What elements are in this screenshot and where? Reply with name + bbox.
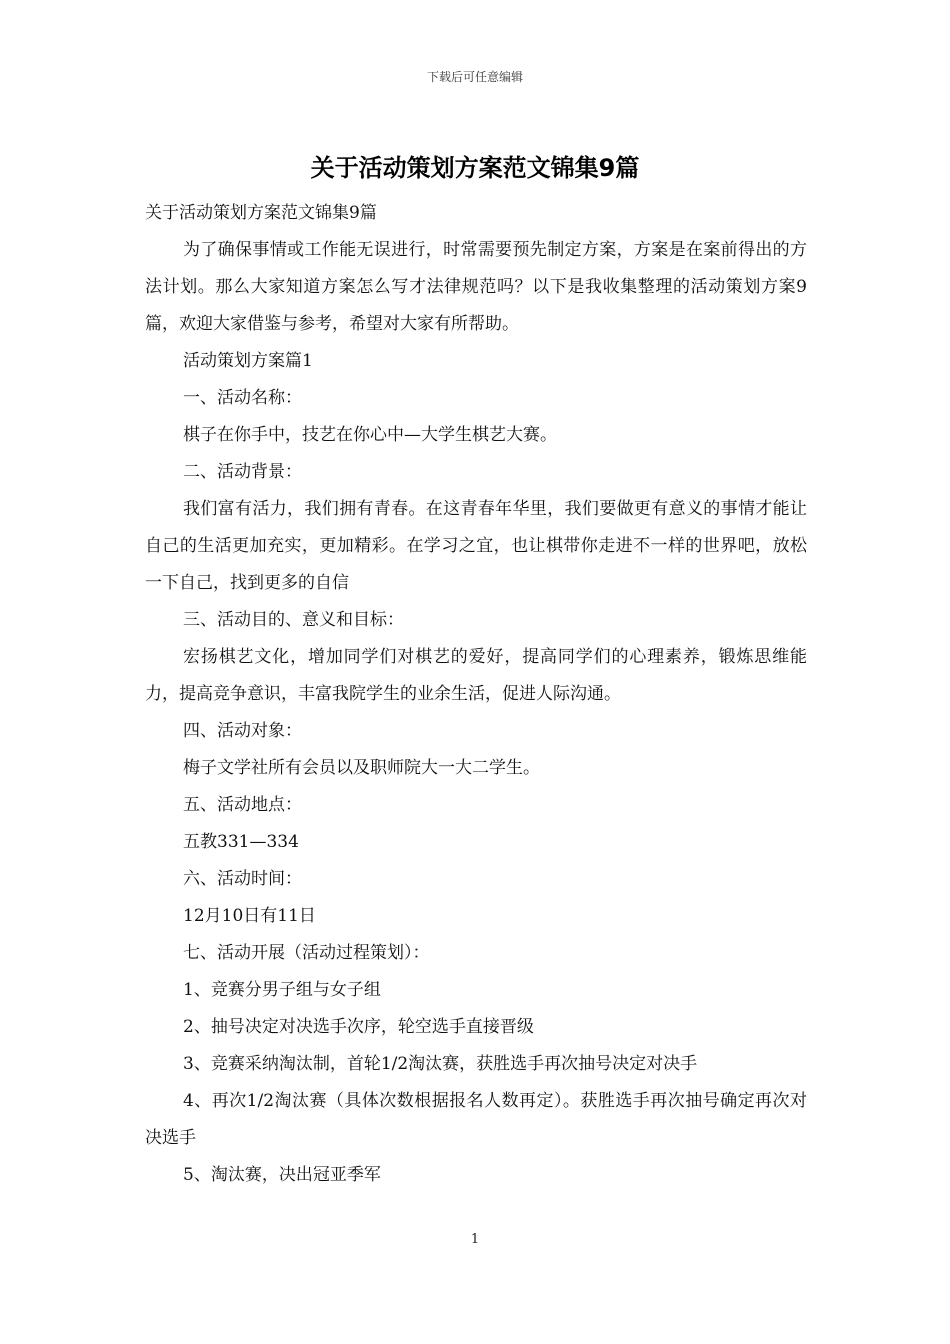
list-item-2: 2、抽号决定对决选手次序，轮空选手直接晋级 <box>183 1017 534 1037</box>
list-item-3: 3、竞赛采纳淘汰制，首轮1/2淘汰赛，获胜选手再次抽号决定对决手 <box>183 1054 698 1074</box>
heading-activity-location: 五、活动地点： <box>183 795 302 815</box>
paragraph-activity-name: 棋子在你手中，技艺在你心中—大学生棋艺大赛。 <box>183 425 557 445</box>
subtitle: 关于活动策划方案范文锦集9篇 <box>145 203 377 223</box>
header-note: 下载后可任意编辑 <box>426 70 523 84</box>
paragraph-activity-time: 12月10日有11日 <box>183 906 316 926</box>
document-title: 关于活动策划方案范文锦集9篇 <box>310 154 640 182</box>
heading-activity-process: 七、活动开展（活动过程策划）： <box>183 943 430 963</box>
list-item-4: 4、再次1/2淘汰赛（具体次数根据报名人数再定）。获胜选手再次抽号确定再次对决选手 <box>145 1091 807 1148</box>
paragraph-activity-target: 梅子文学社所有会员以及职师院大一大二学生。 <box>183 758 540 778</box>
paragraph-activity-location: 五教331—334 <box>183 832 299 852</box>
document-body <box>145 195 807 1194</box>
paragraph-activity-background: 我们富有活力，我们拥有青春。在这青春年华里，我们要做更有意义的事情才能让自己的生活更加充实，更加精彩。在学习之宜，也让棋带你走进不一样的世界吧，放松一下自己，找到更多的自信 <box>145 499 807 593</box>
heading-activity-time: 六、活动时间： <box>183 869 302 889</box>
heading-activity-purpose: 三、活动目的、意义和目标： <box>183 610 404 630</box>
list-item-1: 1、竞赛分男子组与女子组 <box>183 980 381 1000</box>
intro-paragraph: 为了确保事情或工作能无误进行，时常需要预先制定方案，方案是在案前得出的方法计划。那么大家知道方案怎么写才法律规范吗？以下是我收集整理的活动策划方案9篇，欢迎大家借鉴与参考，希望对大家有所帮助。 <box>145 240 807 334</box>
section-title: 活动策划方案篇1 <box>183 351 313 371</box>
heading-activity-target: 四、活动对象： <box>183 721 302 741</box>
list-item-5: 5、淘汰赛，决出冠亚季军 <box>183 1165 381 1185</box>
heading-activity-background: 二、活动背景： <box>183 462 302 482</box>
page-number: 1 <box>470 1232 480 1247</box>
heading-activity-name: 一、活动名称： <box>183 388 302 408</box>
paragraph-activity-purpose: 宏扬棋艺文化，增加同学们对棋艺的爱好，提高同学们的心理素养，锻炼思维能力，提高竞争意识，丰富我院学生的业余生活，促进人际沟通。 <box>145 647 807 704</box>
